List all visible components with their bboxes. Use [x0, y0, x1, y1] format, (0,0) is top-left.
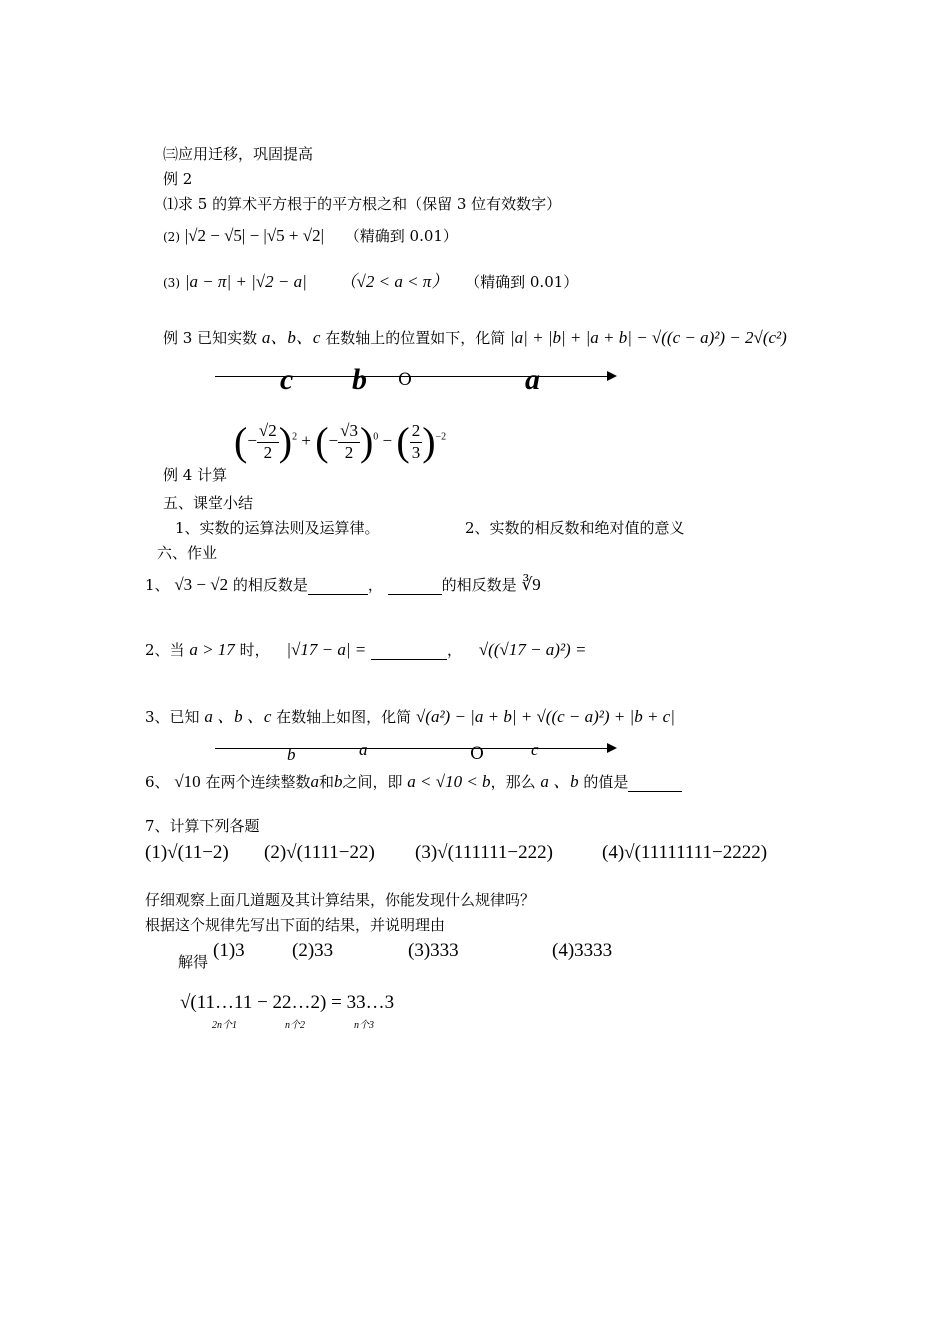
section5-item2: 2、实数的相反数和绝对值的意义: [465, 519, 685, 537]
ex3-point-c: c: [280, 363, 294, 396]
section3-title: ㈢应用迁移，巩固提高: [163, 145, 314, 163]
hw1-blank1[interactable]: [308, 576, 368, 595]
homework7-title: 7、计算下列各题: [145, 817, 260, 835]
hw6-inequality: a < √10 < b: [407, 772, 491, 791]
hw3-vars: a 、b 、c: [204, 707, 272, 726]
hw6-blank[interactable]: [628, 773, 682, 792]
example3-label: 例 3 已知实数: [163, 329, 258, 347]
example2-q1: ⑴求 5 的算术平方根于的平方根之和（保留 3 位有效数字）: [163, 195, 562, 213]
example2-q3: [163, 272, 578, 292]
hw3-point-a: a: [359, 740, 368, 759]
hw2-expr1: |√17 − a| =: [286, 640, 367, 659]
homework1: 1、 √3 − √2 的相反数是 ， 的相反数是 ∛9: [145, 575, 541, 594]
section5-item1: 1、实数的运算法则及运算律。: [175, 519, 380, 537]
example3-vars: a、b、c: [261, 328, 321, 347]
hw3-origin: O: [470, 744, 484, 764]
formula-sub-threes: n个3: [354, 1020, 374, 1031]
homework6: 6、 √10 在两个连续整数a和b之间，即 a < √10 < b，那么 a 、b 的值是: [145, 772, 682, 792]
section5-title: 五、课堂小结: [163, 494, 254, 512]
observation-line1: 仔细观察上面几道题及其计算结果，你能发现什么规律吗？: [145, 891, 536, 909]
example2-label: 例 2: [163, 170, 193, 188]
ex3-origin: O: [398, 370, 412, 390]
example4-label: 例 4 计算: [163, 466, 228, 484]
q2-note: （精确到 0.01）: [344, 227, 458, 245]
hw1-expression: √3 − √2: [174, 575, 229, 594]
answer-1: (1)3: [213, 940, 245, 961]
ex3-point-a: a: [525, 363, 540, 396]
q3-number: (3): [163, 276, 180, 290]
q3-note: （精确到 0.01）: [465, 273, 579, 291]
q2-number: (2): [163, 230, 180, 244]
homework2: 2、当 a > 17 时， |√17 − a| = ， √((√17 − a)²) =: [145, 640, 587, 659]
hw2-blank1[interactable]: [371, 641, 447, 660]
example4-expression: (− $\frac{√2}{2}$ )$^2$ + (− $\frac{√3}{2}$ )$^0$ − ( $\frac{2}{3}$ )$^{-2}$: [234, 419, 447, 464]
hw3-expression: √(a²) − |a + b| + √((c − a)²) + |b + c|: [415, 707, 675, 726]
hw6-expression: √10: [174, 772, 201, 791]
hw2-condition: a > 17: [189, 640, 235, 659]
hw1-cube-root: ∛9: [521, 575, 541, 594]
answer-2: (2)33: [292, 940, 334, 961]
example2-q2: [163, 226, 458, 246]
section6-title: 六、作业: [157, 544, 218, 562]
example3-line: [163, 328, 787, 348]
example3-expression: |a| + |b| + |a + b| − √((c − a)²) − 2√(c²): [510, 328, 787, 347]
example3-mid: 在数轴上的位置如下，化简: [325, 329, 506, 347]
hw3-point-c: c: [531, 740, 539, 759]
number-line-hw3: [215, 748, 607, 749]
q3-expression: |a − π| + |√2 − a|: [184, 272, 307, 291]
ex3-point-b: b: [352, 363, 367, 396]
general-formula: √(11…11 − 22…2) = 33…3: [180, 992, 395, 1013]
answer-4: (4)3333: [552, 940, 613, 961]
number-line-ex3-arrow: [607, 371, 617, 381]
q3-condition: （√2 < a < π）: [339, 272, 449, 291]
observation-line2: 根据这个规律先写出下面的结果，并说明理由: [145, 916, 446, 934]
hw2-expr2: √((√17 − a)²) =: [478, 640, 587, 659]
hw7-q2: (2)√(1111−22): [264, 842, 375, 863]
answer-3: (3)333: [408, 940, 459, 961]
homework3: 3、已知 a 、b 、c 在数轴上如图，化简 √(a²) − |a + b| + √((c − a)²) + |b + c|: [145, 707, 675, 726]
number-line-hw3-arrow: [607, 743, 617, 753]
answer-label: 解得: [178, 953, 209, 971]
formula-sub-ones: 2n个1: [212, 1020, 237, 1031]
hw7-q1: (1)√(11−2): [145, 842, 229, 863]
hw7-q4: (4)√(11111111−2222): [602, 842, 768, 863]
formula-sub-twos: n个2: [285, 1020, 305, 1031]
hw7-q3: (3)√(111111−222): [415, 842, 553, 863]
hw1-blank2[interactable]: [388, 576, 442, 595]
hw3-point-b: b: [287, 745, 296, 764]
q2-expression: |√2 − √5| − |√5 + √2|: [184, 226, 324, 245]
